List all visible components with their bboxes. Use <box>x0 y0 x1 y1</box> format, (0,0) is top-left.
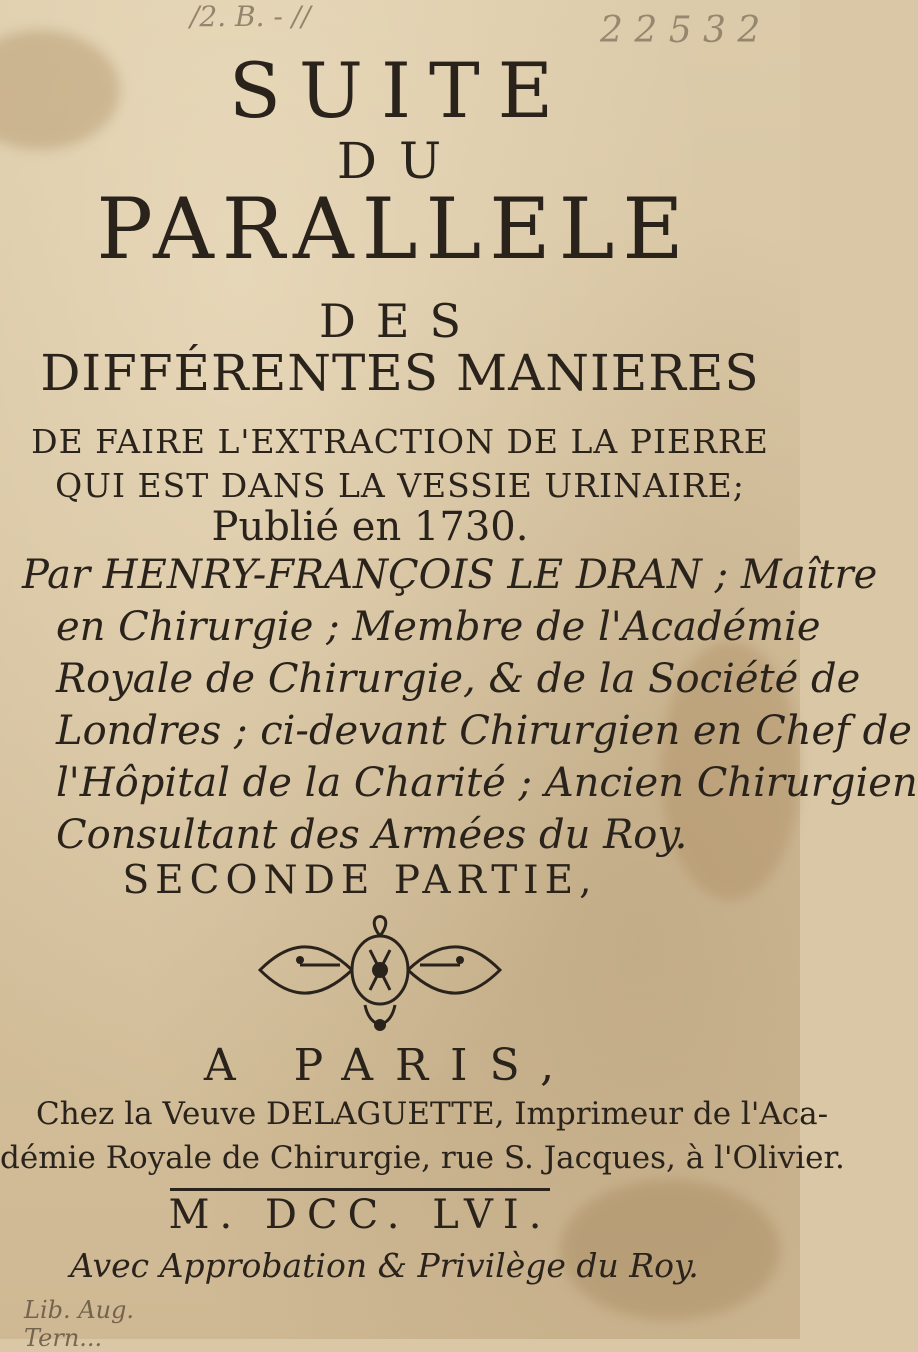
imprint-publisher-line2: démie Royale de Chirurgie, rue S. Jacques, à l'Olivier. <box>0 1140 845 1176</box>
imprint-date: M. DCC. LVI. <box>168 1192 552 1238</box>
handwritten-note-bottom <box>24 1296 134 1352</box>
title-du: DU <box>336 132 464 190</box>
author-line: Royale de Chirurgie, & de la Société de <box>56 656 861 702</box>
privilege-line: Avec Approbation & Privilège du Roy. <box>70 1246 699 1285</box>
title-parallele: PARALLELE <box>96 180 692 278</box>
imprint-city: A PARIS, <box>203 1040 577 1091</box>
handwritten-note-line: Tern... <box>24 1324 103 1352</box>
author-line: en Chirurgie ; Membre de l'Académie <box>56 604 821 650</box>
imprint-publisher-line1: Chez la Veuve DELAGUETTE, Imprimeur de l'Aca- <box>36 1096 829 1132</box>
author-line: Consultant des Armées du Roy. <box>56 812 688 858</box>
title-des: DES <box>319 294 481 348</box>
title-differentes-manieres: DIFFÉRENTES MANIERES <box>40 344 760 402</box>
title-extraction-line: DE FAIRE L'EXTRACTION DE LA PIERRE <box>31 422 769 461</box>
author-line: Londres ; ci-devant Chirurgien en Chef de <box>56 708 912 754</box>
handwritten-shelfmark: 2 2 5 3 2 <box>600 10 761 51</box>
handwritten-note-line: Lib. Aug. <box>24 1296 135 1324</box>
author-line: Par HENRY-FRANÇOIS LE DRAN ; Maître <box>22 552 878 598</box>
divider-rule <box>170 1188 550 1191</box>
title-vessie-line: QUI EST DANS LA VESSIE URINAIRE; <box>55 466 745 505</box>
part-heading: SECONDE PARTIE, <box>122 858 598 903</box>
published-date: Publié en 1730. <box>211 504 529 550</box>
title-suite: SUITE <box>228 46 572 135</box>
printer-ornament-icon <box>240 910 520 1040</box>
author-line: l'Hôpital de la Charité ; Ancien Chirurgien <box>56 760 918 806</box>
handwritten-note-top: /2. B. - // <box>190 0 311 33</box>
